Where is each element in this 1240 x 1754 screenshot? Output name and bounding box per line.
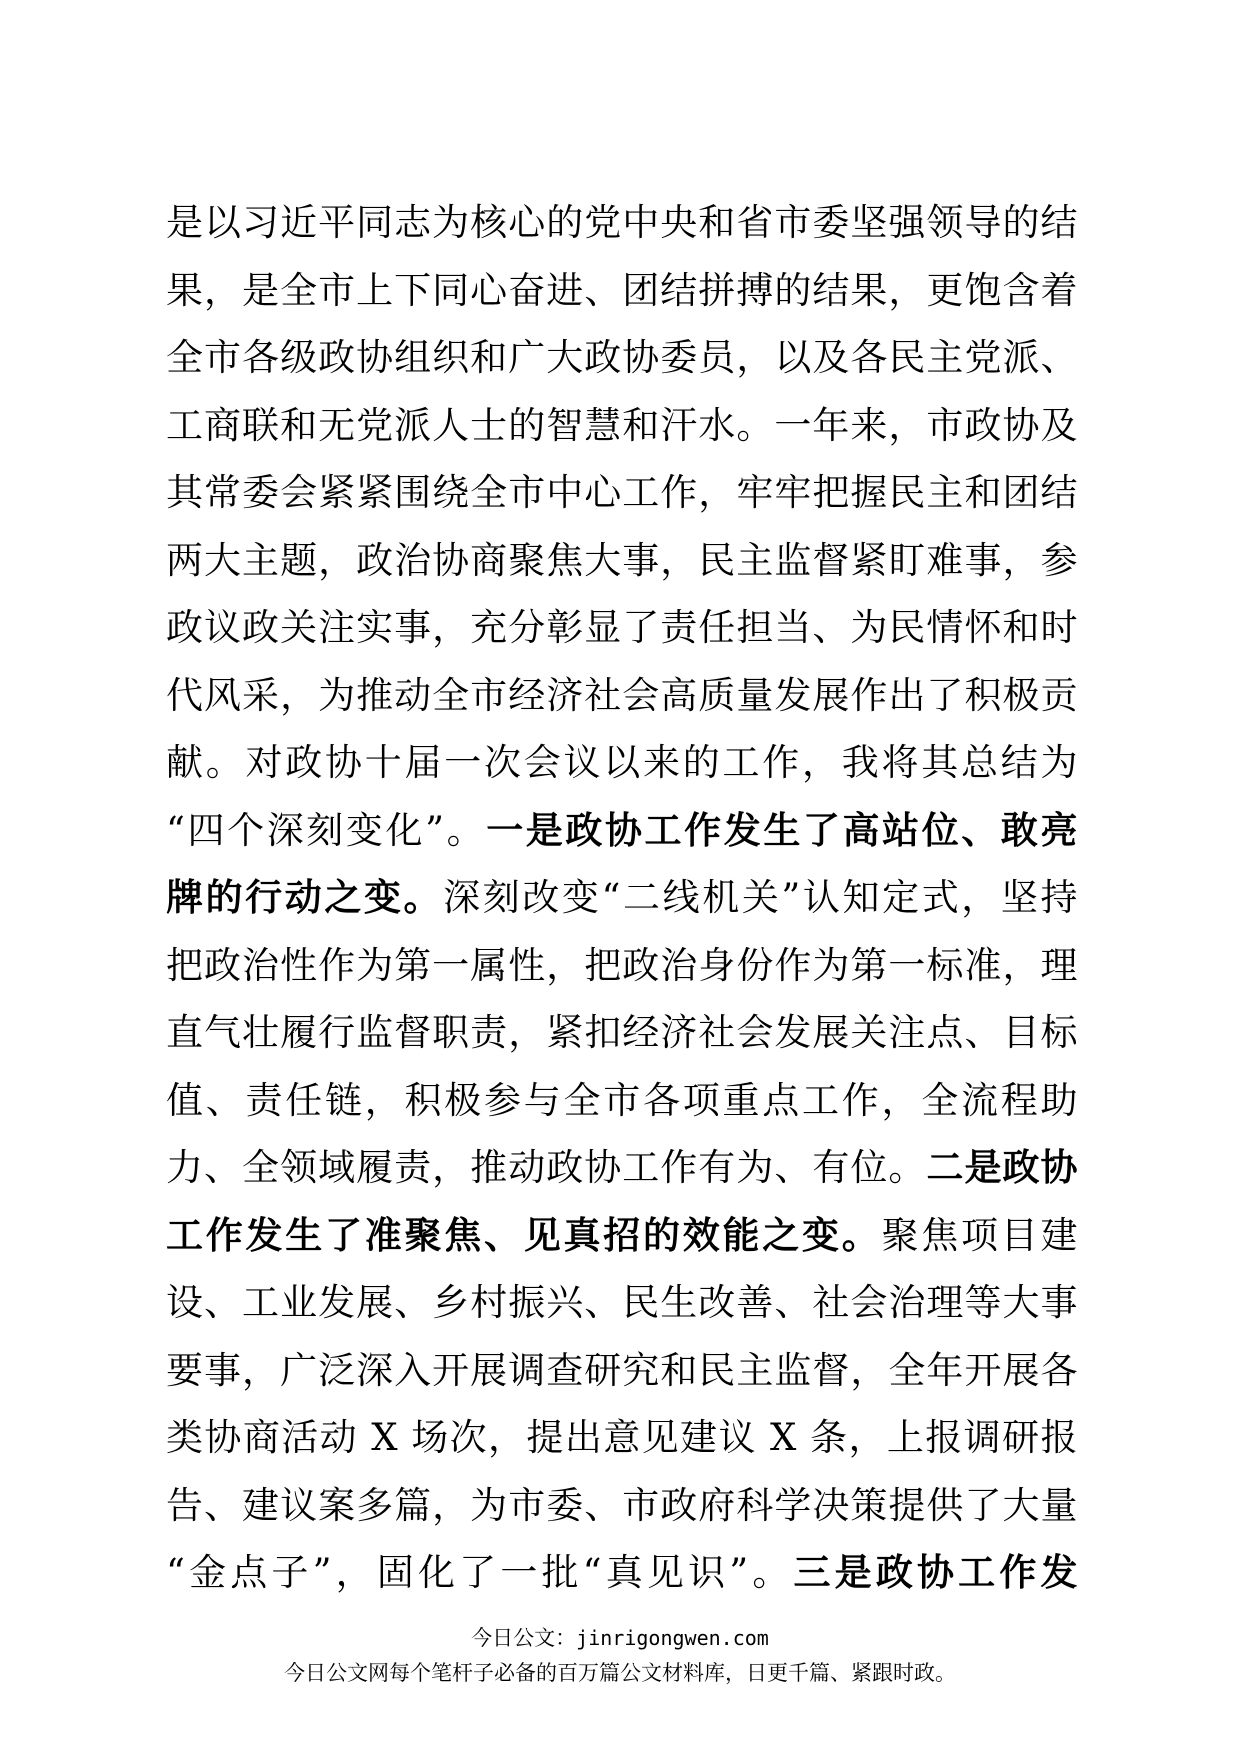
footer-site-line: [0, 1622, 1240, 1652]
footer-site-label: 今日公文：: [471, 1626, 577, 1650]
document-body: [166, 189, 1078, 1607]
text-line-12: 把政治性作为第一属性，把政治身份作为第一标准，理: [166, 943, 1078, 987]
text-line-4: 工商联和无党派人士的智慧和汗水。一年来，市政协及: [166, 403, 1078, 447]
footer-slogan: 今日公文网每个笔杆子必备的百万篇公文材料库，日更千篇、紧跟时政。: [284, 1661, 956, 1685]
bold-heading-1: 一是政协工作发生了高站位、敢亮: [486, 808, 1078, 852]
text-line-13: 直气壮履行监督职责，紧扣经济社会发展关注点、目标: [166, 1011, 1078, 1054]
footer-site-url[interactable]: jinrigongwen.com: [576, 1626, 769, 1650]
text-line-18: 要事，广泛深入开展调查研究和民主监督，全年开展各: [166, 1348, 1078, 1392]
text-line-10: “四个深刻变化”。一是政协工作发生了高站位、敢亮: [166, 808, 1078, 852]
bold-heading-3: 三是政协工作发: [793, 1551, 1078, 1594]
bold-heading-1-cont: 牌的行动之变。: [166, 876, 444, 919]
text-line-17: 设、工业发展、乡村振兴、民生改善、社会治理等大事: [166, 1281, 1078, 1324]
text-line-9: 献。对政协十届一次会议以来的工作，我将其总结为: [166, 741, 1078, 784]
text-line-1: 是以习近平同志为核心的党中央和省市委坚强领导的结: [166, 201, 1078, 244]
text-line-19: 类协商活动 X 场次，提出意见建议 X 条，上报调研报: [166, 1416, 1078, 1459]
text-line-7: 政议政关注实事，充分彰显了责任担当、为民情怀和时: [166, 606, 1078, 649]
text-line-5: 其常委会紧紧围绕全市中心工作，牢牢把握民主和团结: [166, 471, 1078, 514]
text-line-15: 力、全领域履责，推动政协工作有为、有位。二是政协: [166, 1146, 1079, 1189]
text-line-2: 果，是全市上下同心奋进、团结拼搏的结果，更饱含着: [166, 268, 1078, 312]
text-line-21: “金点子”，固化了一批“真见识”。三是政协工作发: [166, 1551, 1078, 1594]
text-line-20: 告、建议案多篇，为市委、市政府科学决策提供了大量: [166, 1483, 1078, 1527]
text-line-11: 牌的行动之变。深刻改变“二线机关”认知定式，坚持: [166, 876, 1078, 919]
bold-heading-2-cont: 工作发生了准聚焦、见真招的效能之变。: [166, 1213, 882, 1257]
text-line-16: 工作发生了准聚焦、见真招的效能之变。聚焦项目建: [166, 1213, 1078, 1257]
text-line-14: 值、责任链，积极参与全市各项重点工作，全流程助: [166, 1078, 1078, 1122]
bold-heading-2: 二是政协: [926, 1146, 1079, 1189]
text-line-3: 全市各级政协组织和广大政协委员，以及各民主党派、: [166, 336, 1078, 379]
text-line-8: 代风采，为推动全市经济社会高质量发展作出了积极贡: [166, 673, 1078, 717]
text-line-6: 两大主题，政治协商聚焦大事，民主监督紧盯难事，参: [166, 538, 1078, 582]
